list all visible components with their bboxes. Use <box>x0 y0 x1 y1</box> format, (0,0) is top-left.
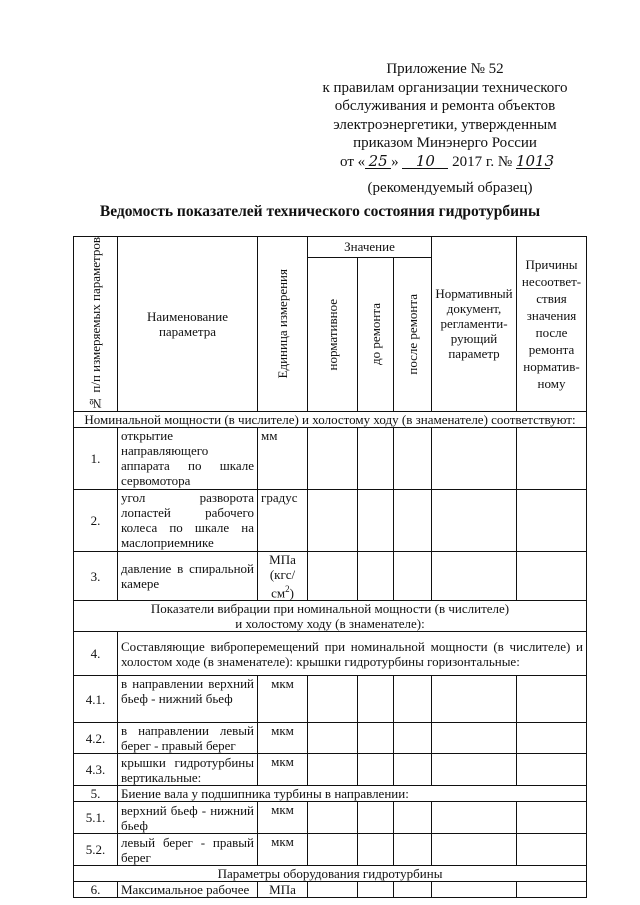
parameter-unit: МПа (кгс/ $см^2$) <box>258 551 308 600</box>
header-line: обслуживания и ремонта объектов <box>334 98 556 114</box>
parameter-name: в направлении верхний бьеф - нижний бьеф <box>118 676 258 723</box>
header-line: приказом Минэнерго России <box>353 135 537 151</box>
table-row <box>74 802 587 834</box>
appendix-header <box>300 60 590 171</box>
parameter-name: открытие направляющего аппарата по шкале сервомотора <box>118 427 258 489</box>
row-number: 4.2. <box>74 723 118 754</box>
header-cell-value: Значение <box>308 237 432 258</box>
header-line: к правилам организации технического <box>322 79 568 96</box>
row-number: 5. <box>74 786 118 802</box>
header-cell-before-repair: до ремонта <box>358 257 394 411</box>
parameter-unit: мкм <box>258 676 308 723</box>
section-row-nominal-power: Номинальной мощности (в числителе) и холостому ходу (в знаменателе) соответствуют: <box>74 411 587 427</box>
table-row <box>74 632 587 676</box>
parameter-name: угол разворота лопастей рабочего колеса по шкале на маслоприемнике <box>118 489 258 551</box>
row-number: 3. <box>74 551 118 600</box>
document-title: Ведомость показателей технического состояния гидротурбины <box>99 203 541 220</box>
table-row <box>74 676 587 723</box>
handwritten-order-number: 1013 <box>515 151 555 170</box>
table-row <box>74 489 587 551</box>
header-cell-normative: нормативное <box>308 257 358 411</box>
table-row <box>74 551 587 600</box>
header-cell-unit: Единица измерения <box>258 237 308 412</box>
row-span-text: Биение вала у подшипника турбины в направлении: <box>118 786 587 802</box>
parameter-name: крышки гидротурбины вертикальные: <box>118 754 258 786</box>
parameter-name: верхний бьеф - нижний бьеф <box>118 802 258 834</box>
section-row-vibration: Показатели вибрации при номинальной мощности (в числителе) и холостому ходу (в знаменателе): <box>74 601 587 632</box>
table-row <box>74 882 587 898</box>
parameter-name: давление в спиральной камере <box>118 551 258 600</box>
order-date-line: от « 25 » 10 2017 г. № 1013 <box>340 151 555 170</box>
condition-indicators-table <box>73 236 587 898</box>
header-cell-document: Нормативный документ, регламенти-рующий параметр <box>432 237 517 412</box>
parameter-unit: мкм <box>258 723 308 754</box>
row-number: 4.3. <box>74 754 118 786</box>
appendix-number: Приложение № 52 <box>386 61 504 77</box>
parameter-unit: мкм <box>258 834 308 866</box>
row-number: 2. <box>74 489 118 551</box>
header-cell-number: № п/п измеряемых параметров <box>74 237 118 412</box>
section-row-equipment: Параметры оборудования гидротурбины <box>74 866 587 882</box>
handwritten-month: 10 <box>402 154 448 169</box>
header-line: электроэнергетики, утвержденным <box>333 116 557 133</box>
parameter-unit: мкм <box>258 802 308 834</box>
parameter-name: в направлении левый берег - правый берег <box>118 723 258 754</box>
parameter-unit: МПа <box>258 882 308 898</box>
table-row <box>74 723 587 754</box>
table-row <box>74 834 587 866</box>
parameter-name: левый берег - правый берег <box>118 834 258 866</box>
header-cell-after-repair: после ремонта <box>394 257 432 411</box>
header-cell-reasons: Причины несоответ-ствия значения после ремонта норматив-ному <box>517 237 587 412</box>
row-span-text: Составляющие виброперемещений при номинальной мощности (в числителе) и холостом ходе (в знаменателе): крышки гидротурбины горизонтальные: <box>118 632 587 676</box>
table-row <box>74 754 587 786</box>
row-number: 5.1. <box>74 802 118 834</box>
row-number: 6. <box>74 882 118 898</box>
row-number: 4. <box>74 632 118 676</box>
row-number: 4.1. <box>74 676 118 723</box>
parameter-name: Максимальное рабочее <box>118 882 258 898</box>
parameter-unit: мкм <box>258 754 308 786</box>
header-cell-name: Наименование параметра <box>118 237 258 412</box>
table-row <box>74 786 587 802</box>
parameter-unit: мм <box>258 427 308 489</box>
handwritten-day: 25 <box>365 154 391 169</box>
parameter-unit: градус <box>258 489 308 551</box>
recommended-sample-note: (рекомендуемый образец) <box>367 180 533 196</box>
row-number: 5.2. <box>74 834 118 866</box>
table-row <box>74 427 587 489</box>
row-number: 1. <box>74 427 118 489</box>
